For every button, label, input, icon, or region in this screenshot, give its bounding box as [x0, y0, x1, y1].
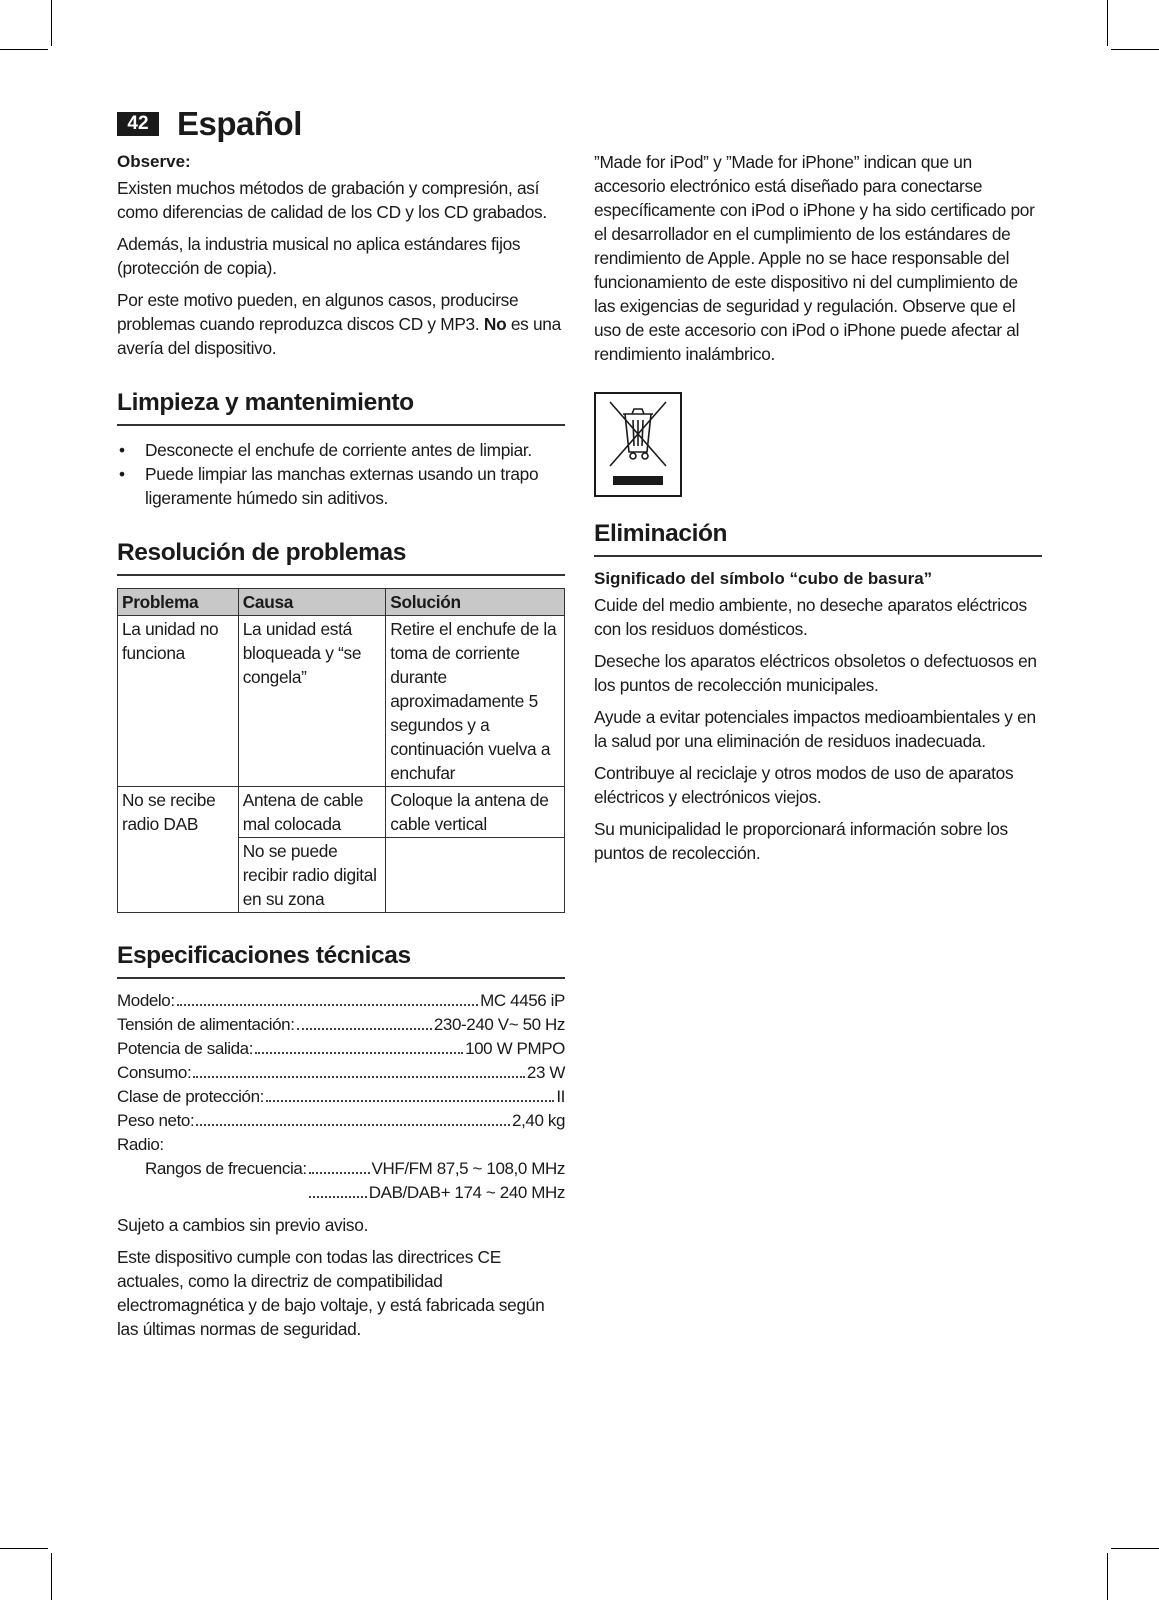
- spec-row: [117, 989, 565, 1013]
- observe-label: Observe:: [117, 152, 191, 171]
- solution-cell: Retire el enchufe de la toma de corriente durante aproximadamente 5 segundos y a continuación vuelva a enchufar: [386, 616, 565, 787]
- problem-cell: No se recibe radio DAB: [118, 787, 239, 913]
- crop-mark: [51, 0, 52, 46]
- spec-row: [117, 1133, 565, 1157]
- disposal-paragraph: Ayude a evitar potenciales impactos medioambientales y en la salud por una eliminación de residuos inadecuada.: [594, 707, 1036, 751]
- specs-note: Sujeto a cambios sin previo aviso.: [117, 1215, 369, 1235]
- column-header: Solución: [386, 589, 565, 616]
- spec-value: II: [556, 1087, 565, 1106]
- freq-fm: VHF/FM 87,5 ~ 108,0 MHz: [371, 1159, 565, 1178]
- list-item: • Desconecte el enchufe de corriente antes de limpiar.: [117, 438, 565, 462]
- section-title-specs: Especificaciones técnicas: [117, 941, 565, 979]
- table-row: [118, 616, 565, 787]
- column-header: Problema: [118, 589, 239, 616]
- crop-mark: [1111, 1548, 1159, 1549]
- spec-row: [117, 1013, 565, 1037]
- observe-paragraph: Existen muchos métodos de grabación y compresión, así como diferencias de calidad de los CD y los CD grabados.: [117, 178, 547, 222]
- observe-text: Por este motivo pueden, en algunos casos, producirse problemas cuando reproduzca discos CD y MP3.: [117, 290, 519, 334]
- cleaning-list: [117, 438, 565, 510]
- observe-paragraph: [117, 288, 565, 360]
- leader-dots: [255, 1052, 463, 1054]
- spec-label: Modelo:: [117, 991, 175, 1010]
- cause-cell: No se puede recibir radio digital en su zona: [238, 838, 386, 913]
- freq-dab: DAB/DAB+ 174 ~ 240 MHz: [368, 1183, 565, 1202]
- column-header: Causa: [238, 589, 386, 616]
- crop-mark: [0, 1548, 48, 1549]
- spec-value: 230-240 V~ 50 Hz: [433, 1015, 565, 1034]
- troubleshooting-table: [117, 588, 565, 913]
- table-row: [118, 787, 565, 838]
- spec-value: 2,40 kg: [512, 1111, 565, 1130]
- crop-mark: [1111, 49, 1159, 50]
- observe-paragraph: Además, la industria musical no aplica estándares fijos (protección de copia).: [117, 234, 521, 278]
- leader-dots: [297, 1028, 432, 1030]
- crop-mark: [1107, 1553, 1108, 1600]
- solution-cell: [386, 838, 565, 913]
- specs-list: [117, 989, 565, 1205]
- spec-label: Peso neto:: [117, 1111, 195, 1130]
- section-title-cleaning: Limpieza y mantenimiento: [117, 388, 565, 426]
- spec-label: Consumo:: [117, 1063, 192, 1082]
- crossed-bin-icon: [596, 394, 680, 495]
- disposal-paragraph: Su municipalidad le proporcionará información sobre los puntos de recolección.: [594, 819, 1008, 863]
- freq-label: Rangos de frecuencia:: [145, 1159, 307, 1178]
- spec-value: MC 4456 iP: [480, 991, 565, 1010]
- page-number: 42: [117, 112, 159, 136]
- language-title: Español: [177, 105, 302, 142]
- section-title-disposal: Eliminación: [594, 519, 1042, 557]
- section-title-troubleshooting: Resolución de problemas: [117, 538, 565, 576]
- leader-dots: [309, 1196, 367, 1198]
- crop-mark: [51, 1553, 52, 1600]
- left-column: [117, 150, 565, 1349]
- spec-row: [117, 1037, 565, 1061]
- crop-mark: [0, 49, 48, 50]
- leader-dots: [309, 1172, 370, 1174]
- apple-paragraph: ”Made for iPod” y ”Made for iPhone” indican que un accesorio electrónico está diseñado para conectarse específicamente con iPod o iPhone y ha sido certificado por el desarrollador en el cumplimiento de los estándares de rendimiento de Apple. Apple no se hace responsable del funcionamiento de este dispositivo ni del cumplimiento de las exigencias de seguridad y regulación. Observe que el uso de este accesorio con iPod o iPhone puede afectar al rendimiento inalámbrico.: [594, 152, 1035, 364]
- spec-label: Clase de protección:: [117, 1087, 264, 1106]
- leader-dots: [196, 1124, 510, 1126]
- spec-value: 100 W PMPO: [465, 1039, 565, 1058]
- spec-row: [117, 1157, 565, 1181]
- observe-tail: es una avería del dispositivo.: [117, 314, 561, 358]
- leader-dots: [266, 1100, 554, 1102]
- spec-row: [117, 1085, 565, 1109]
- disposal-paragraph: Cuide del medio ambiente, no deseche aparatos eléctricos con los residuos domésticos.: [594, 595, 1027, 639]
- list-item: • Puede limpiar las manchas externas usando un trapo ligeramente húmedo sin aditivos.: [117, 462, 565, 510]
- spec-row: [117, 1109, 565, 1133]
- weee-bin-icon: [594, 392, 682, 497]
- table-header-row: [118, 589, 565, 616]
- right-column: [594, 150, 1042, 873]
- spec-value: 23 W: [526, 1063, 565, 1082]
- cause-cell: Antena de cable mal colocada: [238, 787, 386, 838]
- specs-compliance: Este dispositivo cumple con todas las directrices CE actuales, como la directriz de compatibilidad electromagnética y de bajo voltaje, y está fabricada según las últimas normas de seguridad.: [117, 1247, 545, 1339]
- observe-emphasis: No: [483, 314, 507, 334]
- spec-row: [117, 1061, 565, 1085]
- disposal-subtitle: Significado del símbolo “cubo de basura”: [594, 569, 933, 588]
- disposal-paragraph: Contribuye al reciclaje y otros modos de uso de aparatos eléctricos y electrónicos viejos.: [594, 763, 1014, 807]
- spec-row: [117, 1181, 565, 1205]
- spec-label: Potencia de salida:: [117, 1039, 254, 1058]
- page-header: [117, 104, 302, 144]
- leader-dots: [177, 1004, 478, 1006]
- cause-cell: La unidad está bloqueada y “se congela”: [238, 616, 386, 787]
- leader-dots: [193, 1076, 525, 1078]
- disposal-paragraph: Deseche los aparatos eléctricos obsoletos o defectuosos en los puntos de recolección municipales.: [594, 651, 1037, 695]
- solution-cell: Coloque la antena de cable vertical: [386, 787, 565, 838]
- problem-cell: La unidad no funciona: [118, 616, 239, 787]
- spec-label: Tensión de alimentación:: [117, 1015, 295, 1034]
- radio-label: Radio:: [117, 1135, 164, 1154]
- crop-mark: [1107, 0, 1108, 46]
